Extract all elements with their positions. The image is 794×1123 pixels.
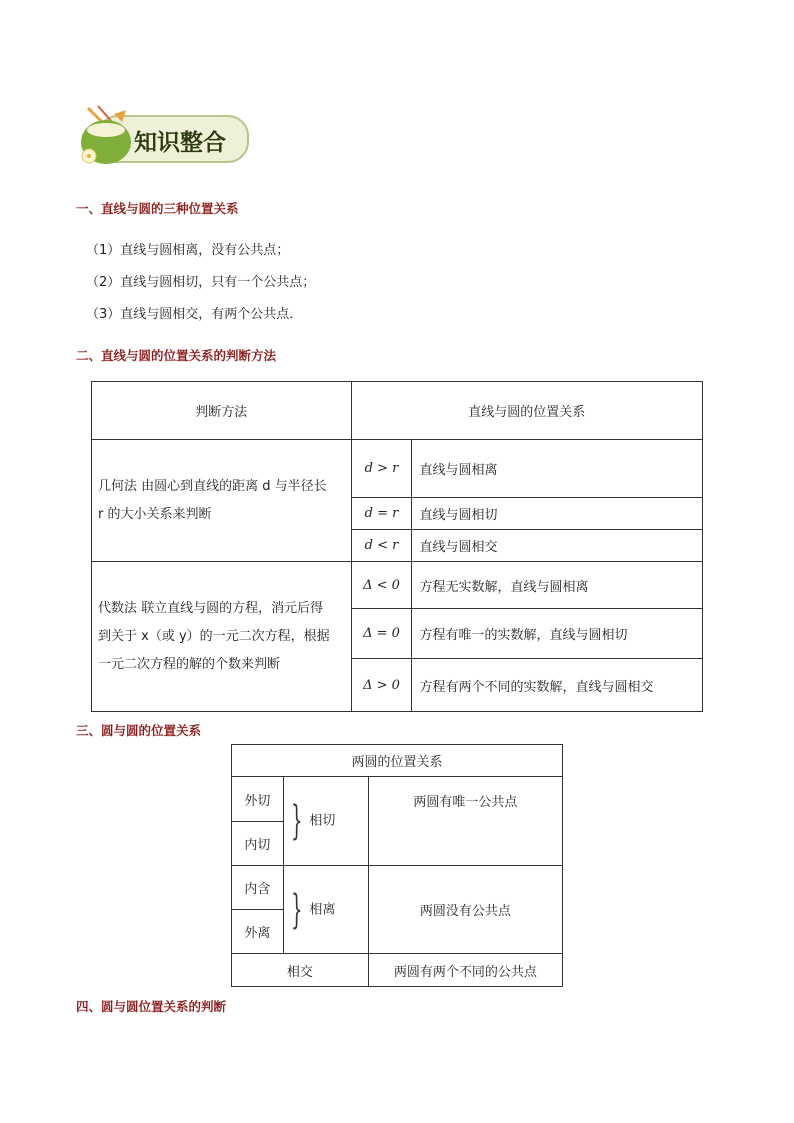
- tangent-group-cell: [283, 777, 368, 866]
- geometric-method-line-2: r 的大小关系来判断: [98, 506, 212, 522]
- relation-separate: 直线与圆相离: [412, 440, 703, 498]
- section-1-item-1: （1）直线与圆相离，没有公共点；: [86, 243, 290, 258]
- condition-d-gt-r: d > r: [351, 440, 412, 498]
- condition-delta-eq-0: Δ = 0: [351, 609, 412, 659]
- geometric-method-cell: [92, 440, 352, 562]
- circle-table-header: 两圆的位置关系: [232, 745, 563, 777]
- brace-icon: }: [290, 886, 303, 933]
- section-1-item-3: （3）直线与圆相交，有两个公共点．: [86, 307, 303, 322]
- condition-d-eq-r: d = r: [351, 498, 412, 530]
- circle-circle-relation-table: [231, 744, 563, 987]
- section-1-heading: 一、直线与圆的三种位置关系: [76, 201, 239, 216]
- algebraic-method-line-1: 代数法 联立直线与圆的方程，消元后得: [98, 600, 324, 616]
- header-method: 判断方法: [92, 382, 352, 440]
- relation-no-solution: 方程无实数解，直线与圆相离: [412, 562, 703, 609]
- knowledge-banner: [74, 100, 252, 168]
- relation-two-solutions: 方程有两个不同的实数解，直线与圆相交: [412, 659, 703, 712]
- condition-delta-lt-0: Δ < 0: [351, 562, 412, 609]
- section-3-heading: 三、圆与圆的位置关系: [76, 723, 202, 738]
- brace-icon: }: [290, 798, 303, 844]
- section-1-item-2: （2）直线与圆相切，只有一个公共点；: [86, 275, 316, 290]
- section-4-heading: 四、圆与圆位置关系的判断: [76, 999, 227, 1014]
- condition-delta-gt-0: Δ > 0: [351, 659, 412, 712]
- relation-external-separate: 外离: [232, 910, 284, 954]
- line-circle-judgement-table: [91, 381, 703, 712]
- relation-one-solution: 方程有唯一的实数解，直线与圆相切: [412, 609, 703, 659]
- tangent-group-label: 相切: [309, 813, 336, 829]
- separate-group-cell: [283, 866, 368, 954]
- algebraic-method-line-2: 到关于 x（或 y）的一元二次方程，根据: [98, 628, 330, 644]
- section-2-heading: 二、直线与圆的位置关系的判断方法: [76, 348, 277, 363]
- algebraic-method-line-3: 一元二次方程的解的个数来判断: [98, 656, 281, 672]
- condition-d-lt-r: d < r: [351, 530, 412, 562]
- tangent-description: 两圆有唯一公共点: [368, 777, 562, 866]
- relation-contained: 内含: [232, 866, 284, 910]
- geometric-method-line-1: 几何法 由圆心到直线的距离 d 与半径长: [98, 478, 327, 494]
- relation-intersecting: 相交: [232, 954, 369, 987]
- relation-internal-tangent: 内切: [232, 822, 284, 866]
- intersecting-description: 两圆有两个不同的公共点: [368, 954, 562, 987]
- relation-intersect: 直线与圆相交: [412, 530, 703, 562]
- banner-title: 知识整合: [134, 130, 226, 156]
- relation-external-tangent: 外切: [232, 777, 284, 822]
- separate-group-label: 相离: [309, 902, 336, 917]
- relation-tangent: 直线与圆相切: [412, 498, 703, 530]
- separate-description: 两圆没有公共点: [368, 866, 562, 954]
- algebraic-method-cell: [92, 562, 352, 712]
- header-relation: 直线与圆的位置关系: [351, 382, 702, 440]
